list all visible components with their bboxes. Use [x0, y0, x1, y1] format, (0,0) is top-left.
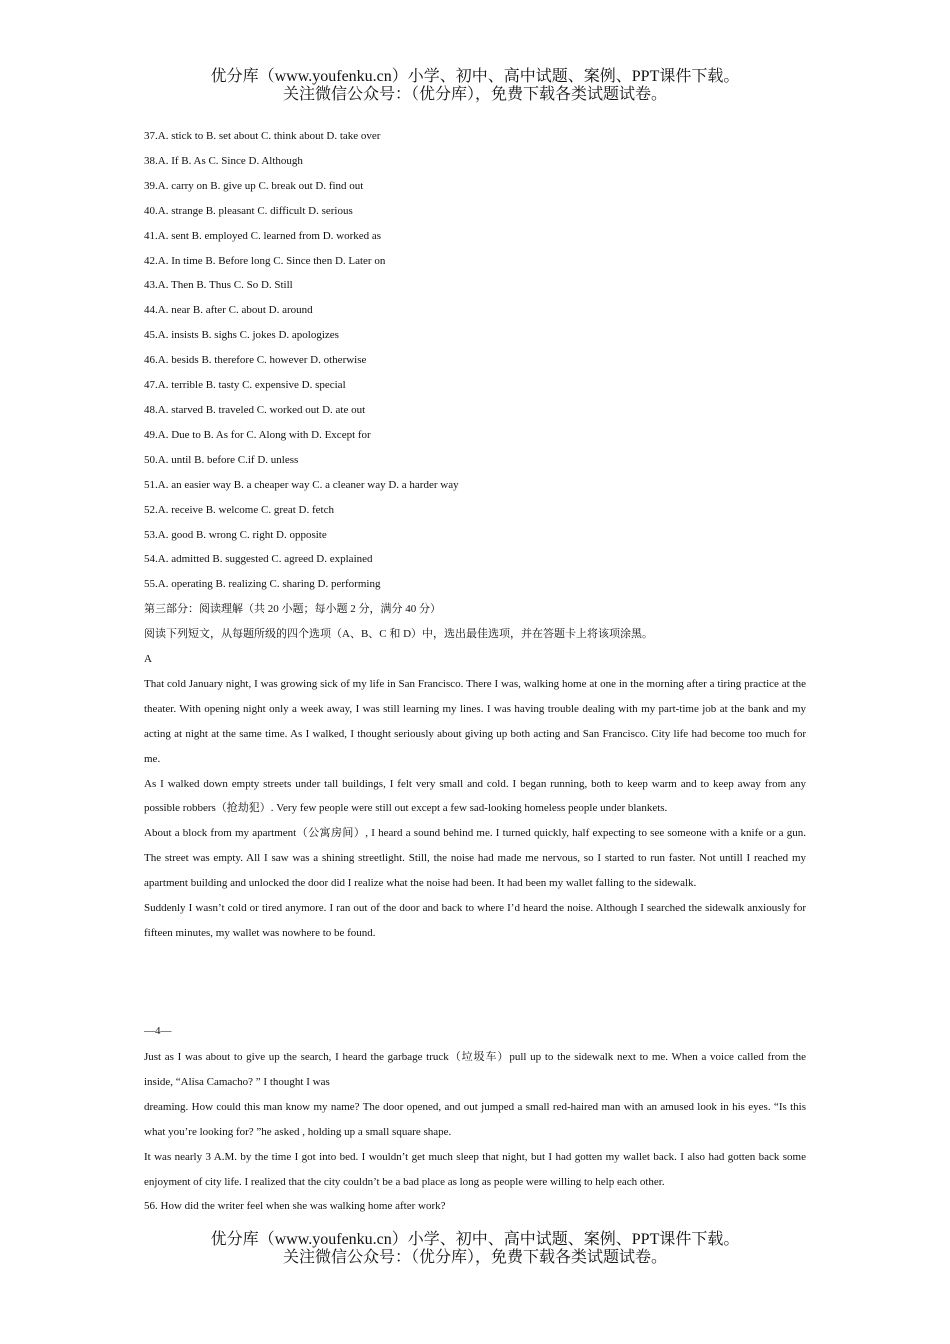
passage-paragraph: Suddenly I wasn’t cold or tired anymore. I ran out of the door and back to where I’d heard the noise. Although I searched the sidewalk anxiously for fifteen minutes, my wallet was nowhere to be found.	[144, 902, 806, 939]
question-37: 37.A. stick to B. set about C. think about D. take over	[144, 130, 381, 142]
question-46: 46.A. besids B. therefore C. however D. otherwise	[144, 354, 367, 367]
exam-content	[144, 124, 806, 946]
passage-paragraph: About a block from my apartment（公寓房间）, I heard a sound behind me. I turned quickly, half expecting to see someone with a knife or a gun. The street was empty. All I saw was a shining streetlight. Still, the noise had made me nervous, so I started to run faster. Not untill I reached my apartment building and unlocked the door did I realize what the noise had been. It had been my wallet falling to the sidewalk.	[144, 827, 806, 890]
question-39: 39.A. carry on B. give up C. break out D. find out	[144, 179, 364, 192]
passage-paragraph: That cold January night, I was growing sick of my life in San Francisco. There I was, walking home at one in the morning after a tiring practice at the theater. With opening night only a week away, I was still learning my lines. I was having trouble dealing with my part-time job at the bank and my acting at night at the same time. As I walked, I thought seriously about giving up both acting and San Francisco. City life had become too much for me.	[144, 677, 806, 765]
footer-line-2: 关注微信公众号：（优分库），免费下载各类试题试卷。	[282, 1249, 667, 1266]
question-45: 45.A. insists B. sighs C. jokes D. apologizes	[144, 329, 339, 342]
question-44: 44.A. near B. after C. about D. around	[144, 304, 313, 317]
question-53: 53.A. good B. wrong C. right D. opposite	[144, 528, 327, 541]
question-55: 55.A. operating B. realizing C. sharing D. performing	[144, 578, 381, 591]
question-50: 50.A. until B. before C.if D. unless	[144, 453, 299, 466]
question-43: 43.A. Then B. Thus C. So D. Still	[144, 279, 293, 292]
question-52: 52.A. receive B. welcome C. great D. fetch	[144, 503, 334, 516]
passage-paragraph: It was nearly 3 A.M. by the time I got into bed. I wouldn’t get much sleep that night, but I had gotten my wallet back. I also had gotten back some enjoyment of city life. I realized that the city couldn’t be a bad place as long as people were willing to help each other.	[144, 1150, 806, 1188]
passage-paragraph: dreaming. How could this man know my name? The door opened, and out jumped a small red-haired man with an amused look in his eyes. “Is this what you’re looking for? ”he asked , holding up a small square shape.	[144, 1100, 806, 1138]
section-title: 第三部分：阅读理解（共 20 小题；每小题 2 分，满分 40 分）	[144, 603, 441, 616]
question-38: 38.A. If B. As C. Since D. Although	[144, 154, 303, 167]
header-line-1: 优分库（www.youfenku.cn）小学、初中、高中试题、案例、PPT课件下载。	[210, 68, 740, 85]
page-header	[0, 68, 950, 104]
passage-label: A	[144, 653, 152, 666]
footer-line-1: 优分库（www.youfenku.cn）小学、初中、高中试题、案例、PPT课件下载。	[210, 1231, 740, 1248]
question-56: 56. How did the writer feel when she was walking home after work?	[144, 1200, 446, 1213]
passage-paragraph: Just as I was about to give up the search, I heard the garbage truck（垃圾车）pull up to the sidewalk next to me. When a voice called from the inside, “Alisa Camacho? ” I thought I was	[144, 1051, 806, 1088]
passage-paragraph: As I walked down empty streets under tall buildings, I felt very small and cold. I began running, both to keep warm and to keep away from any possible robbers（抢劫犯）. Very few people were still out except a few sad-looking homeless people under blankets.	[144, 777, 806, 815]
question-41: 41.A. sent B. employed C. learned from D. worked as	[144, 229, 382, 242]
question-47: 47.A. terrible B. tasty C. expensive D. special	[144, 379, 346, 392]
question-42: 42.A. In time B. Before long C. Since then D. Later on	[144, 254, 386, 267]
question-49: 49.A. Due to B. As for C. Along with D. Except for	[144, 428, 371, 441]
question-40: 40.A. strange B. pleasant C. difficult D. serious	[144, 204, 353, 217]
question-54: 54.A. admitted B. suggested C. agreed D. explained	[144, 553, 373, 566]
header-line-2: 关注微信公众号：（优分库），免费下载各类试题试卷。	[282, 86, 667, 103]
question-51: 51.A. an easier way B. a cheaper way C. a cleaner way D. a harder way	[144, 478, 459, 491]
section-instruction: 阅读下列短文，从每题所级的四个选项（A、B、C 和 D）中，选出最佳选项，并在答题卡上将该项涂黑。	[144, 628, 654, 641]
page-number: —4—	[144, 1025, 172, 1037]
page-footer	[0, 1231, 950, 1267]
exam-content-continued	[144, 1045, 806, 1219]
question-48: 48.A. starved B. traveled C. worked out D. ate out	[144, 403, 366, 416]
